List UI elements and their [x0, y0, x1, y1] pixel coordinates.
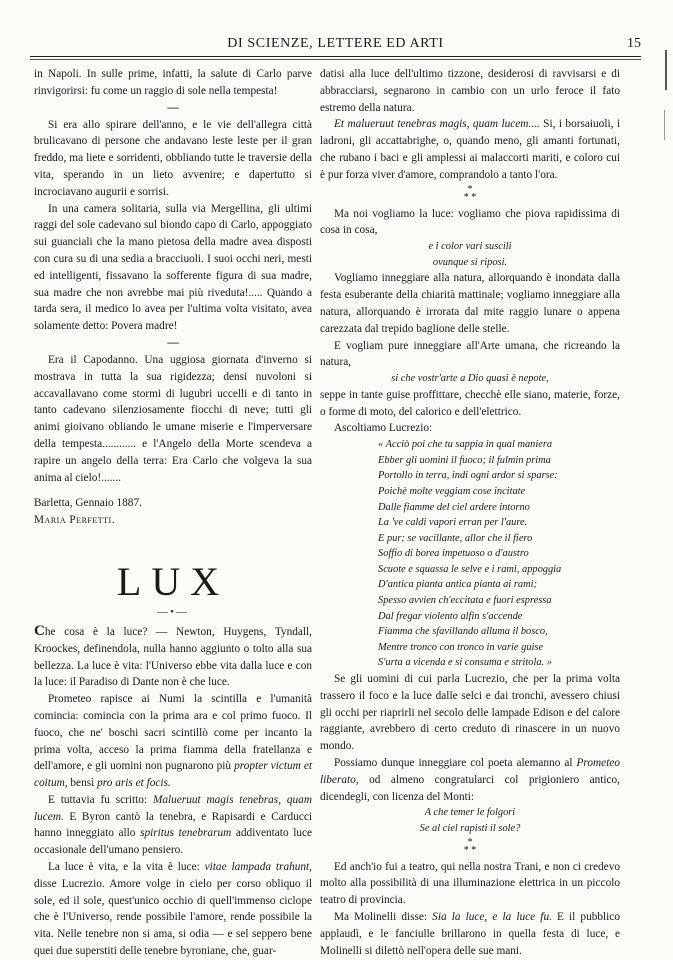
running-title: DI SCIENZE, LETTERE ED ARTI	[227, 36, 444, 51]
paragraph: In una camera solitaria, sulla via Mergellina, gli ultimi raggi del sole cadevano sul biondo capo di Carlo, appoggiato sui guanciali che la mano pietosa della madre avea disposti con cura su di una sedia a bracciuoli. I suoi occhi neri, mesti ed intelligenti, fissavano la sofferente figura di sua madre, sua madre che non avrebbe mai più riveduta!..... Quando a tarda sera, il medico lo avea per l'ultima volta visitato, avea solamente detto: Povera madre!	[34, 202, 312, 333]
paragraph: Se gli uomini di cui parla Lucrezio, che per la prima volta trassero il foco e la luce dalle selci e dai tronchi, avessero chiusi gli occhi per riaprirli nel secolo delle lampade Edison e del calore raggiante, avrebbero di certo creduto di rinascere in un nuovo mondo.	[320, 673, 620, 753]
signature-place-date: Barletta, Gennaio 1887.	[34, 497, 142, 510]
paragraph: Ma Molinelli disse: Sia la luce, e la luce fu. E il pubblico applaudì, e le fanciulle brillarono in quella festa di luce, e Molinelli si dilettò nell'opera delle sue mani.	[320, 910, 620, 957]
paragraph: in Napoli. In sulle prime, infatti, la salute di Carlo parve rinvigorirsi: fu come un raggio di sole nella tempesta!	[34, 68, 312, 97]
paragraph: datisi alla luce dell'ultimo tizzone, desiderosi di ravvisarsi e di abbracciarsi, segnarono in cambio con un urlo feroce il fato estremo della natura.	[320, 68, 620, 114]
paragraph: seppe in tante guise proffittare, checchè elle siano, materie, forze, o forme di moto, del calorico e dell'elettrico.	[320, 388, 620, 418]
page-edge-mark	[664, 110, 665, 140]
verse-quote: A che temer le folgori Se al ciel rapisti il sole?	[419, 807, 521, 834]
paragraph: Vogliamo inneggiare alla natura, allorquando è inondata dalla festa esuberante della chiarità mattinale; vogliamo inneggiare alla natura, allorquando è irrorata dal mite raggio lunare o appena carezzata dal trepido baglione delle stelle.	[320, 272, 620, 335]
paragraph: Possiamo dunque inneggiare col poeta alemanno al Prometeo liberato, od almeno congratularci col prigioniero antico, dicendegli, con licenza del Monti:	[320, 757, 621, 803]
header-rule	[30, 56, 641, 57]
paragraph: Era il Capodanno. Una uggiosa giornata d'inverno si mostrava in tutta la sua rigidezza; densi nuvoloni si accavallavano come stormi di lugubri uccelli e di tanto in tanto cadevano silenziosamente fiocchi di neve; tutti gli animi gioivano obliando le umane miserie e l'imperversare della tempesta............ e l'Angelo della Morte scendeva a rapire un angelo della terra: Era Carlo che volgeva la sua anima al cielo!.......	[34, 353, 312, 484]
verse-quote: si che vostr'arte a Dio quasi è nepote,	[391, 373, 549, 385]
paragraph: Ma noi vogliamo la luce: vogliamo che piova rapidissima di cosa in cosa,	[320, 207, 620, 237]
paragraph: Ed anch'io fui a teatro, qui nella nostra Trani, e non ci credevo molto alla possibilità di una illuminazione elettrica in un piccolo teatro di provincia.	[320, 860, 620, 907]
page-edge-mark	[665, 50, 667, 90]
paragraph: Ascoltiamo Lucrezio:	[334, 422, 433, 435]
header-rule-double	[30, 59, 641, 60]
section-dash: —	[167, 336, 179, 349]
page-number: 15	[627, 36, 641, 51]
paragraph: Si era allo spirare dell'anno, e le vie dell'allegra città brulicavano di persone che andavano leste leste per il gran freddo, ma liete e sorridenti, obbliando tutte le traversie della vita, sperando in un lieto avvenire; e dapertutto si incrociavano augurii e sorrisi.	[34, 118, 312, 198]
paragraph: Et malueruut tenebras magis, quam lucem.... Si, i borsaiuoli, i ladroni, gli accattabrighe, o, quando meno, gli amanti fortunati, che rubano i baci e gli amplessi ai malaccorti mariti, e coloro cui è pur forza viver d'amore, comprandolo a tanto l'ora.	[320, 118, 620, 181]
paragraph: E tuttavia fu scritto: Malueruut magis tenebras, quam lucem. E Byron cantò la tenebra, e Rapisardi e Carducci hanno inneggiato allo spiritus tenebrarum addiventato luce occasionale dell'umano pensiero.	[34, 793, 313, 857]
paragraph: Che cosa è la luce? — Newton, Huygens, Tyndall, Kroockes, definendola, nulla hanno aggiunto o tolto alla sua bellezza. La luce è vita: l'Universo ebbe vita dalla luce e con la luce: il Paradiso di Dante non è che luce.	[34, 622, 312, 689]
paragraph: Prometeo rapisce ai Numi la scintilla e l'umanità comincia: comincia con la prima ara e col primo fuoco. Il fuoco, che ne' boschi sacri scintillò come per incanto la prima volta, acceso la prima fiamma della fratellanza e dell'amore, e gli uomini non pugnarono più propter victum et coitum, bensì pro aris et focis.	[34, 693, 313, 790]
title-ornament: —•—	[157, 605, 189, 618]
paragraph: E vogliam pure inneggiare all'Arte umana, che ricreando la natura,	[320, 339, 620, 369]
page-header	[30, 30, 641, 56]
author-signature: Maria Perfetti.	[34, 514, 116, 527]
spacer	[34, 486, 312, 495]
paragraph: La luce è vita, e la vita è luce: vitae lampada trahunt, disse Lucrezio. Amore volge in cielo per corso obliquo il sole, ed il sole, quest'unico occhio di quell'immenso ciclope che è l'Universo, rende possibile l'amore, rende possibile la vita. Nelle tenebre non si ama, si odia — e sel seppero bene quei due superstiti delle tenebre byroniane, che, guar-	[34, 861, 313, 958]
article-title: LUX	[116, 558, 230, 604]
section-dash: —	[167, 101, 179, 114]
left-column	[34, 66, 312, 960]
verse-quote: e i color vari suscili ovunque si riposi.	[428, 241, 512, 268]
section-asterism: * * *	[463, 183, 477, 203]
right-column	[320, 66, 620, 959]
drop-cap: C	[34, 622, 45, 639]
section-asterism: * * *	[463, 836, 477, 856]
lucretius-verse: « Acciò poi che tu sappia in qual maniera Ebber gli uomini il fuoco; il fulmin prima Portollo in terra, indi ogni ardor si sparse: Poichè molte veggiam cose incitate Dalle fiamme del ciel ardere intorno La 've caldi vapori erran per l'aure. E pur; se vacillante, allor che il fiero Soffio di borea impetuoso o d'austro Scuote e squassa le selve e i rami, appoggia D'antica pianta antica pianta ai rami; Spesso avvien ch'eccitata e fuori espressa Dal fregar violento alfin s'accende Fiamma che sfavillando alluma il bosco, Mentre tronco con tronco in varie guise S'urta a vicenda e si consuma e stritola. »	[378, 439, 562, 669]
